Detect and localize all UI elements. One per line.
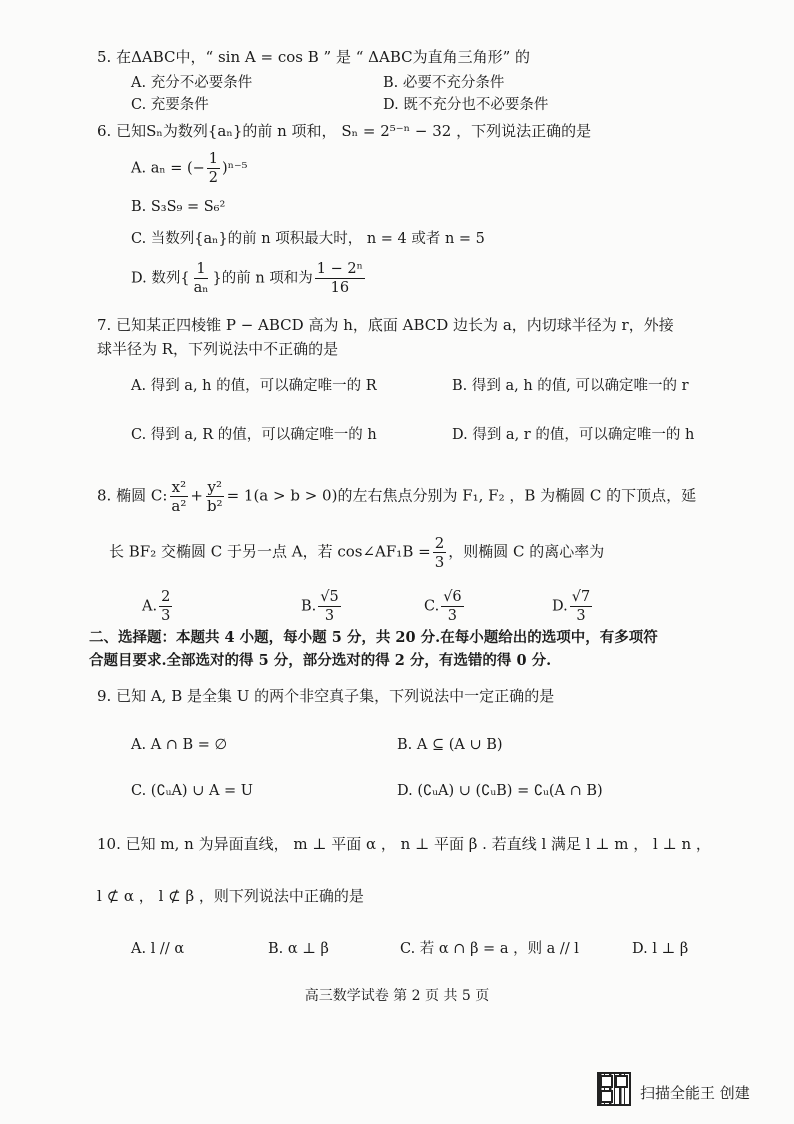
q8-x-denominator: a²	[171, 497, 187, 515]
q8-a-label: A.	[142, 598, 158, 615]
q5-stem: 5. 在ΔABC中，“ sin A = cos B ” 是 “ ΔABC为直角三角形” 的	[97, 48, 531, 66]
qr-corner-top-left	[600, 1075, 613, 1088]
q8-b-numerator: √5	[320, 589, 339, 605]
q8-cos-fraction	[433, 534, 447, 571]
q8-line2-suffix: ，则椭圆 C 的离心率为	[448, 542, 605, 561]
q8-cos-denominator: 3	[434, 553, 445, 571]
q6-option-c: C. 当数列{aₙ}的前 n 项积最大时， n = 4 或者 n = 5	[131, 231, 485, 247]
q7-option-a: A. 得到 a, h 的值，可以确定唯一的 R	[131, 378, 377, 394]
q8-d-denominator: 3	[576, 608, 586, 624]
q8-x-fraction	[169, 478, 188, 515]
q8-y-denominator: b²	[206, 497, 223, 515]
q8-option-a	[142, 588, 174, 625]
q10-option-d: D. l ⊥ β	[632, 941, 689, 957]
qr-code-icon	[597, 1072, 631, 1106]
q6-a-denominator: 2	[208, 170, 219, 186]
q6-d-middle: }的前 n 项和为	[212, 270, 313, 287]
q8-d-fraction	[570, 588, 592, 625]
q7-option-c: C. 得到 a, R 的值，可以确定唯一的 h	[131, 427, 377, 443]
q8-cos-numerator: 2	[434, 534, 445, 552]
q9-option-a: A. A ∩ B = ∅	[131, 737, 228, 753]
q8-b-fraction	[318, 588, 340, 625]
q6-d-sum-denominator: 16	[330, 280, 350, 296]
q8-c-fraction	[441, 588, 463, 625]
q5-option-d: D. 既不充分也不必要条件	[383, 97, 549, 113]
q8-y-numerator: y²	[207, 478, 222, 496]
q7-stem-line1: 7. 已知某正四棱锥 P − ABCD 高为 h，底面 ABCD 边长为 a，内切球半径为 r，外接	[97, 316, 674, 334]
q8-c-label: C.	[424, 598, 440, 615]
q8-plus: +	[190, 486, 203, 505]
scanner-watermark-text: 扫描全能王 创建	[640, 1084, 750, 1102]
q8-d-label: D.	[552, 598, 568, 615]
q10-stem-line1: 10. 已知 m, n 为异面直线， m ⊥ 平面 α ， n ⊥ 平面 β . 若直线 l 满足 l ⊥ m ， l ⊥ n ，	[97, 835, 711, 853]
q6-d-sum-fraction	[315, 260, 365, 297]
q6-a-suffix: )ⁿ⁻⁵	[222, 160, 248, 177]
q5-option-c: C. 充要条件	[131, 97, 209, 113]
q8-line2-prefix: 长 BF₂ 交椭圆 C 于另一点 A，若 cos∠AF₁B =	[109, 542, 431, 561]
q10-option-b: B. α ⊥ β	[268, 941, 329, 957]
q8-option-c	[424, 588, 466, 625]
q6-d-fraction	[192, 260, 211, 297]
qr-corner-top-right	[615, 1075, 628, 1088]
q8-c-denominator: 3	[447, 608, 458, 624]
q6-d-sum-numerator: 1 − 2ⁿ	[316, 261, 363, 277]
q6-stem: 6. 已知Sₙ为数列{aₙ}的前 n 项和， Sₙ = 2⁵⁻ⁿ − 32 ，下列说法正确的是	[97, 122, 592, 140]
q8-a-numerator: 2	[161, 589, 171, 605]
page-footer: 高三数学试卷 第 2 页 共 5 页	[304, 988, 490, 1004]
q8-d-numerator: √7	[571, 589, 591, 605]
q8-a-fraction	[159, 588, 172, 625]
q9-stem: 9. 已知 A, B 是全集 U 的两个非空真子集，下列说法中一定正确的是	[97, 687, 555, 705]
q8-stem-line2	[109, 534, 604, 571]
q6-option-b: B. S₃S₉ = S₆²	[131, 199, 226, 215]
q5-option-b: B. 必要不充分条件	[383, 75, 505, 91]
q10-option-c: C. 若 α ∩ β = a ，则 a // l	[400, 941, 579, 957]
q8-y-fraction	[205, 478, 225, 515]
q9-option-b: B. A ⊆ (A ∪ B)	[397, 737, 503, 753]
q8-suffix: = 1(a > b > 0)的左右焦点分别为 F₁, F₂ ，B 为椭圆 C 的下顶点，延	[226, 486, 697, 505]
q9-option-c: C. (∁ᵤA) ∪ A = U	[131, 783, 254, 799]
q6-a-fraction	[207, 150, 220, 187]
q5-option-a: A. 充分不必要条件	[131, 75, 253, 91]
q8-prefix: 8. 椭圆 C:	[97, 486, 168, 505]
qr-corner-bottom-left	[600, 1090, 613, 1103]
q6-d-denominator: aₙ	[193, 280, 209, 296]
section2-heading-line1: 二、选择题：本题共 4 小题，每小题 5 分，共 20 分.在每小题给出的选项中，有多项符	[89, 629, 658, 646]
q8-a-denominator: 3	[161, 608, 171, 624]
q7-stem-line2: 球半径为 R，下列说法中不正确的是	[97, 340, 339, 358]
q8-b-denominator: 3	[324, 608, 335, 624]
q6-d-prefix: D. 数列{	[131, 270, 190, 287]
q7-option-d: D. 得到 a, r 的值，可以确定唯一的 h	[452, 427, 695, 443]
q7-option-b: B. 得到 a, h 的值, 可以确定唯一的 r	[452, 378, 689, 394]
q8-option-b	[301, 588, 343, 625]
q8-c-numerator: √6	[443, 589, 462, 605]
q10-option-a: A. l // α	[131, 941, 185, 957]
section2-heading-line2: 合题目要求.全部选对的得 5 分，部分选对的得 2 分，有选错的得 0 分.	[89, 652, 552, 669]
q8-x-numerator: x²	[171, 478, 187, 496]
q8-b-label: B.	[301, 598, 317, 615]
q10-stem-line2: l ⊄ α ， l ⊄ β ，则下列说法中正确的是	[97, 887, 364, 905]
q6-option-a	[131, 150, 247, 187]
q9-option-d: D. (∁ᵤA) ∪ (∁ᵤB) = ∁ᵤ(A ∩ B)	[397, 783, 603, 799]
q8-option-d	[552, 588, 594, 625]
q6-option-d	[131, 260, 367, 297]
q8-stem-line1	[97, 478, 696, 515]
q6-d-numerator: 1	[196, 261, 206, 277]
q6-a-numerator: 1	[208, 151, 219, 167]
q6-a-prefix: A. aₙ = (−	[131, 160, 205, 177]
